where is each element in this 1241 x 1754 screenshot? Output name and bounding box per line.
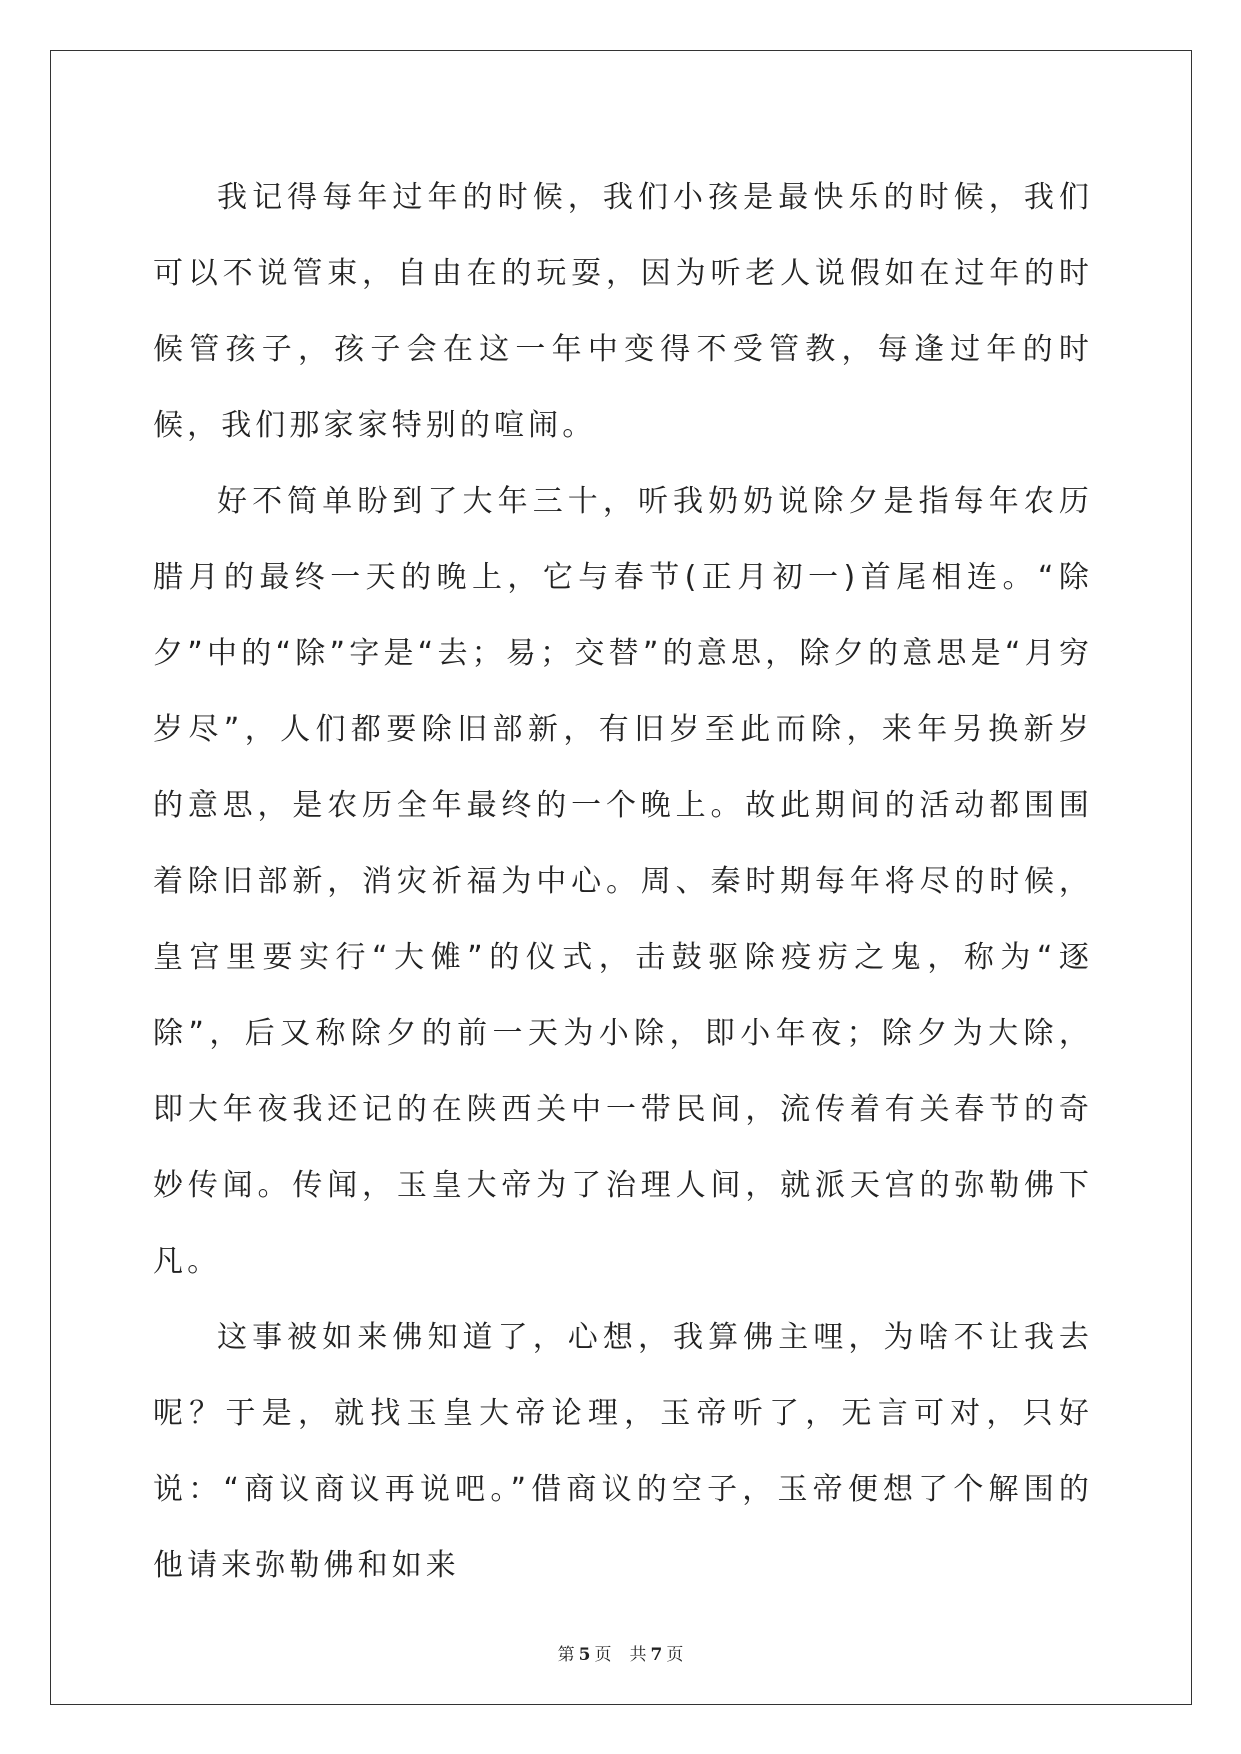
current-page-number: 5 xyxy=(578,1645,591,1665)
total-prefix: 共 xyxy=(629,1645,647,1665)
paragraph-1: 我记得每年过年的时候，我们小孩是最快乐的时候，我们可以不说管束，自由在的玩耍，因为听老人说假如在过年的时候管孩子，孩子会在这一年中变得不受管教，每逢过年的时候，我们那家家特别的喧闹。 xyxy=(153,180,1093,443)
paragraph-2: 好不简单盼到了大年三十，听我奶奶说除夕是指每年农历腊月的最终一天的晚上，它与春节(正月初一)首尾相连。“除夕”中的“除”字是“去；易；交替”的意思，除夕的意思是“月穷岁尽”，人们都要除旧部新，有旧岁至此而除，来年另换新岁的意思，是农历全年最终的一个晚上。故此期间的活动都围围着除旧部新，消灾祈福为中心。周、秦时期每年将尽的时候，皇宫里要实行“大傩”的仪式，击鼓驱除疫疠之鬼，称为“逐除”，后又称除夕的前一天为小除，即小年夜；除夕为大除，即大年夜我还记的在陕西关中一带民间，流传着有关春节的奇妙传闻。传闻，玉皇大帝为了治理人间，就派天宫的弥勒佛下凡。 xyxy=(153,484,1093,1279)
page-prefix: 第 xyxy=(557,1645,575,1665)
page-suffix: 页 xyxy=(594,1645,612,1665)
document-body xyxy=(153,160,1093,1604)
paragraph-3: 这事被如来佛知道了，心想，我算佛主哩，为啥不让我去呢？于是，就找玉皇大帝论理，玉帝听了，无言可对，只好说：“商议商议再说吧。”借商议的空子，玉帝便想了个解围的他请来弥勒佛和如来 xyxy=(153,1320,1093,1583)
page-footer xyxy=(0,1640,1241,1665)
total-page-number: 7 xyxy=(650,1645,663,1665)
total-suffix: 页 xyxy=(666,1645,684,1665)
